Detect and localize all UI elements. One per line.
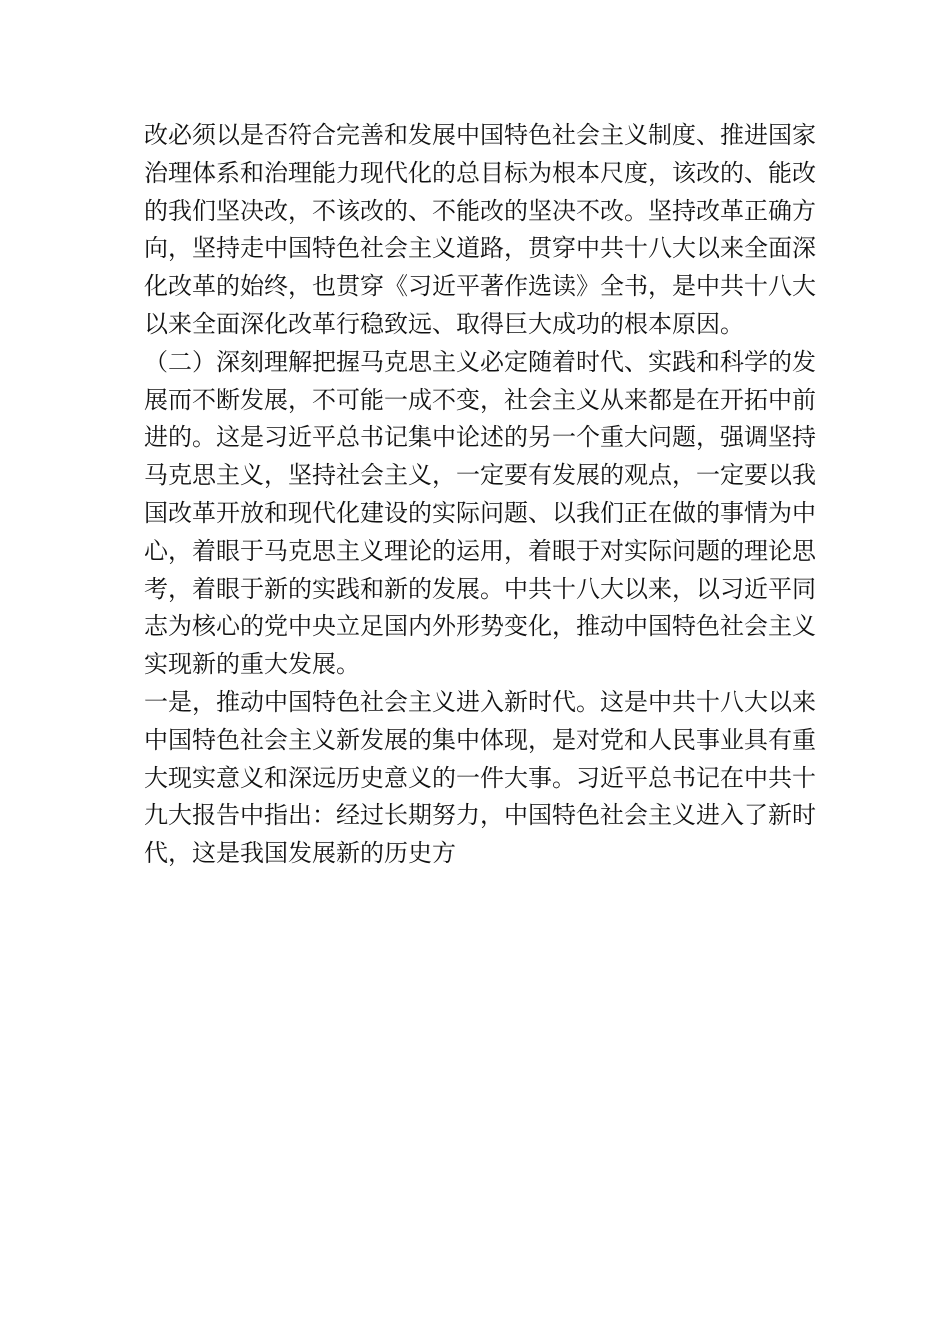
paragraph-3: 一是，推动中国特色社会主义进入新时代。这是中共十八大以来中国特色社会主义新发展的集中体现，是对党和人民事业具有重大现实意义和深远历史意义的一件大事。习近平总书记在中共十九大报告中指出：经过长期努力，中国特色社会主义进入了新时代，这是我国发展新的历史方 — [144, 687, 816, 868]
paragraph-2: （二）深刻理解把握马克思主义必定随着时代、实践和科学的发展而不断发展，不可能一成不变，社会主义从来都是在开拓中前进的。这是习近平总书记集中论述的另一个重大问题，强调坚持马克思主义，坚持社会主义，一定要有发展的观点，一定要以我国改革开放和现代化建设的实际问题、以我们正在做的事情为中心，着眼于马克思主义理论的运用，着眼于对实际问题的理论思考，着眼于新的实践和新的发展。中共十八大以来，以习近平同志为核心的党中央立足国内外形势变化，推动中国特色社会主义实现新的重大发展。 — [144, 347, 816, 679]
document-body — [144, 117, 816, 873]
paragraph-1: 改必须以是否符合完善和发展中国特色社会主义制度、推进国家治理体系和治理能力现代化的总目标为根本尺度，该改的、能改的我们坚决改，不该改的、不能改的坚决不改。坚持改革正确方向，坚持走中国特色社会主义道路，贯穿中共十八大以来全面深化改革的始终，也贯穿《习近平著作选读》全书，是中共十八大以来全面深化改革行稳致远、取得巨大成功的根本原因。 — [144, 121, 816, 338]
